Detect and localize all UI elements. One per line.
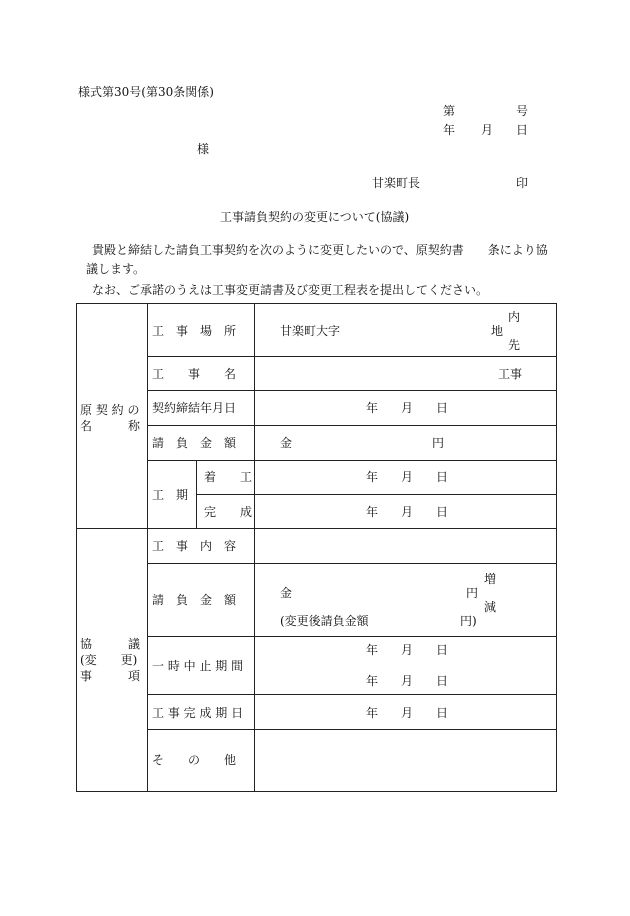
amount-change-increase: 増 (484, 572, 497, 586)
completion-year: 年 (366, 706, 379, 720)
addressee-sama: 様 (197, 142, 210, 156)
doc-number-dai: 第 (443, 104, 456, 118)
group-agreement-line3: 事 項 (80, 669, 141, 683)
form-number: 様式第30号(第30条関係) (78, 85, 214, 99)
site-suffix-chi: 地 (491, 324, 504, 338)
group-original-line2: 名 称 (80, 419, 141, 433)
period-start-label: 着 工 (204, 470, 253, 484)
content-label: 工 事 内 容 (152, 539, 237, 553)
amount-change-label: 請 負 金 額 (152, 593, 237, 607)
amount-after-label: (変更後請負金額 (280, 614, 369, 628)
document-title: 工事請負契約の変更について(協議) (220, 210, 410, 224)
suspension-start-month: 月 (401, 643, 414, 657)
body-text (80, 241, 556, 300)
name-suffix: 工事 (498, 367, 523, 381)
group-agreement-line1: 協 議 (80, 637, 141, 651)
amount-change-unit: 円 (466, 586, 479, 600)
group-agreement-line2: (変 更) (80, 653, 138, 667)
contract-date-year: 年 (366, 401, 379, 415)
period-end-day: 日 (436, 505, 449, 519)
period-end-month: 月 (401, 505, 414, 519)
amount-unit: 円 (432, 436, 445, 450)
period-label: 工 期 (152, 488, 189, 502)
suspension-end-day: 日 (436, 674, 449, 688)
date-year: 年 (443, 123, 456, 137)
completion-label: 工 事 完 成 期 日 (152, 706, 244, 720)
suspension-start-day: 日 (436, 643, 449, 657)
body-line-3: なお、ご承諾のうえは工事変更請書及び変更工程表を提出してください。 (92, 283, 489, 297)
period-start-month: 月 (401, 470, 414, 484)
contract-date-month: 月 (401, 401, 414, 415)
amount-change-prefix: 金 (280, 586, 293, 600)
doc-number-go: 号 (516, 104, 529, 118)
completion-day: 日 (436, 706, 449, 720)
amount-after-unit: 円) (460, 614, 477, 628)
seal-mark: 印 (516, 176, 529, 190)
contract-date-day: 日 (436, 401, 449, 415)
group-original-line1: 原 契 約 の (80, 403, 140, 417)
completion-month: 月 (401, 706, 414, 720)
suspension-end-year: 年 (366, 674, 379, 688)
suspension-end-month: 月 (401, 674, 414, 688)
body-line-1: 貴殿と締結した請負工事契約を次のように変更したいので、原契約書 条により協 (92, 243, 548, 257)
period-start-year: 年 (366, 470, 379, 484)
other-label: そ の 他 (152, 753, 237, 767)
body-line-2: 議します。 (86, 262, 146, 276)
site-value: 甘楽町大字 (280, 324, 341, 338)
amount-change-decrease: 減 (484, 600, 497, 614)
period-end-year: 年 (366, 505, 379, 519)
site-suffix-nai: 内 (508, 310, 521, 324)
amount-prefix: 金 (280, 436, 293, 450)
contract-date-label: 契約締結年月日 (152, 401, 237, 415)
site-label: 工 事 場 所 (152, 324, 237, 338)
suspension-label: 一 時 中 止 期 間 (152, 659, 244, 673)
name-label: 工 事 名 (152, 367, 237, 381)
amount-label: 請 負 金 額 (152, 436, 237, 450)
period-start-day: 日 (436, 470, 449, 484)
date-day: 日 (516, 123, 529, 137)
date-month: 月 (481, 123, 494, 137)
sender: 甘楽町長 (372, 176, 421, 190)
period-end-label: 完 成 (204, 505, 253, 519)
site-suffix-saki: 先 (508, 338, 521, 352)
suspension-start-year: 年 (366, 643, 379, 657)
